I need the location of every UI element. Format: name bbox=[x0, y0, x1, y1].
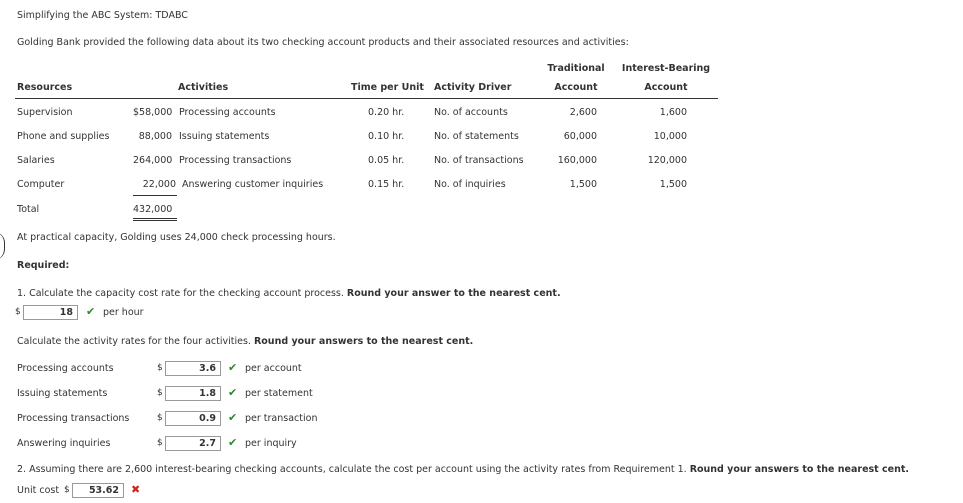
activity-currency: $ bbox=[157, 438, 163, 448]
q1-prompt bbox=[17, 288, 561, 299]
row-amount: $58,000 bbox=[133, 107, 173, 118]
check-icon: ✔ bbox=[86, 305, 96, 318]
header-resources: Resources bbox=[17, 82, 73, 93]
total-amount: 432,000 bbox=[133, 204, 173, 215]
row-driver: No. of accounts bbox=[434, 107, 508, 118]
header-interest-2: Account bbox=[644, 82, 688, 93]
row-driver: No. of inquiries bbox=[434, 179, 506, 190]
row-activity: Issuing statements bbox=[179, 131, 270, 142]
activity-label: Processing accounts bbox=[17, 363, 114, 374]
row-resource: Phone and supplies bbox=[17, 131, 110, 142]
capacity-rate-input[interactable]: 18 bbox=[23, 305, 78, 320]
header-interest-1: Interest-Bearing bbox=[621, 63, 711, 74]
row-resource: Salaries bbox=[17, 155, 55, 166]
row-driver: No. of statements bbox=[434, 131, 519, 142]
row-time: 0.10 hr. bbox=[368, 131, 405, 142]
rate-input-processing-transactions[interactable]: 0.9 bbox=[165, 411, 221, 426]
q2-text: 2. Assuming there are 2,600 interest-bearing checking accounts, calculate the cost per account using the activity rates from Requirement 1. bbox=[17, 464, 690, 475]
row-traditional: 1,500 bbox=[569, 179, 597, 190]
total-rule-top bbox=[133, 195, 177, 196]
row-time: 0.15 hr. bbox=[368, 179, 405, 190]
row-interest: 1,600 bbox=[659, 107, 687, 118]
header-traditional-2: Account bbox=[554, 82, 598, 93]
q1b-text: Calculate the activity rates for the four activities. bbox=[17, 336, 254, 347]
rate-input-issuing-statements[interactable]: 1.8 bbox=[165, 386, 221, 401]
cross-icon: ✖ bbox=[131, 483, 141, 496]
check-icon: ✔ bbox=[228, 411, 238, 424]
q1-currency: $ bbox=[15, 307, 21, 317]
check-icon: ✔ bbox=[228, 361, 238, 374]
header-activities: Activities bbox=[178, 82, 229, 93]
row-traditional: 160,000 bbox=[557, 155, 597, 166]
q1b-prompt bbox=[17, 336, 473, 347]
row-traditional: 2,600 bbox=[569, 107, 597, 118]
rate-input-processing-accounts[interactable]: 3.6 bbox=[165, 361, 221, 376]
header-time-per-unit: Time per Unit bbox=[351, 82, 424, 93]
capacity-note: At practical capacity, Golding uses 24,000 check processing hours. bbox=[17, 232, 336, 243]
activity-label: Issuing statements bbox=[17, 388, 108, 399]
check-icon: ✔ bbox=[228, 386, 238, 399]
row-traditional: 60,000 bbox=[563, 131, 597, 142]
q2-prompt bbox=[17, 464, 909, 475]
row-amount: 264,000 bbox=[133, 155, 173, 166]
row-driver: No. of transactions bbox=[434, 155, 524, 166]
intro-text: Golding Bank provided the following data about its two checking account products and their associated resources and activities: bbox=[17, 37, 629, 48]
row-interest: 120,000 bbox=[647, 155, 687, 166]
row-amount: 88,000 bbox=[138, 131, 172, 142]
total-label: Total bbox=[17, 204, 40, 215]
required-label: Required: bbox=[17, 260, 70, 271]
row-amount: 22,000 bbox=[142, 179, 176, 190]
row-activity: Answering customer inquiries bbox=[182, 179, 324, 190]
row-time: 0.20 hr. bbox=[368, 107, 405, 118]
q1-instruction: Round your answer to the nearest cent. bbox=[346, 288, 561, 299]
activity-label: Answering inquiries bbox=[17, 438, 111, 449]
activity-currency: $ bbox=[157, 363, 163, 373]
activity-unit: per inquiry bbox=[245, 438, 297, 449]
check-icon: ✔ bbox=[228, 436, 238, 449]
row-activity: Processing transactions bbox=[179, 155, 292, 166]
header-traditional-1: Traditional bbox=[547, 63, 605, 74]
activity-unit: per transaction bbox=[245, 413, 318, 424]
unit-cost-input[interactable]: 53.62 bbox=[72, 483, 124, 498]
row-interest: 1,500 bbox=[659, 179, 687, 190]
q1-unit: per hour bbox=[103, 307, 144, 318]
activity-unit: per statement bbox=[245, 388, 313, 399]
header-divider bbox=[15, 98, 718, 99]
q1-text: 1. Calculate the capacity cost rate for the checking account process. bbox=[17, 288, 347, 299]
activity-currency: $ bbox=[157, 388, 163, 398]
total-rule-2 bbox=[133, 220, 177, 221]
row-interest: 10,000 bbox=[653, 131, 687, 142]
margin-bracket bbox=[0, 232, 5, 260]
row-resource: Supervision bbox=[17, 107, 73, 118]
rate-input-answering-inquiries[interactable]: 2.7 bbox=[165, 436, 221, 451]
row-time: 0.05 hr. bbox=[368, 155, 405, 166]
q2-instruction: Round your answers to the nearest cent. bbox=[689, 464, 909, 475]
activity-unit: per account bbox=[245, 363, 302, 374]
row-activity: Processing accounts bbox=[179, 107, 276, 118]
unit-cost-label: Unit cost bbox=[17, 485, 60, 496]
q1b-instruction: Round your answers to the nearest cent. bbox=[253, 336, 474, 347]
row-resource: Computer bbox=[17, 179, 65, 190]
page-title: Simplifying the ABC System: TDABC bbox=[17, 10, 188, 21]
header-activity-driver: Activity Driver bbox=[434, 82, 512, 93]
activity-currency: $ bbox=[157, 413, 163, 423]
activity-label: Processing transactions bbox=[17, 413, 130, 424]
unit-cost-currency: $ bbox=[64, 485, 70, 495]
total-rule-1 bbox=[133, 218, 177, 219]
